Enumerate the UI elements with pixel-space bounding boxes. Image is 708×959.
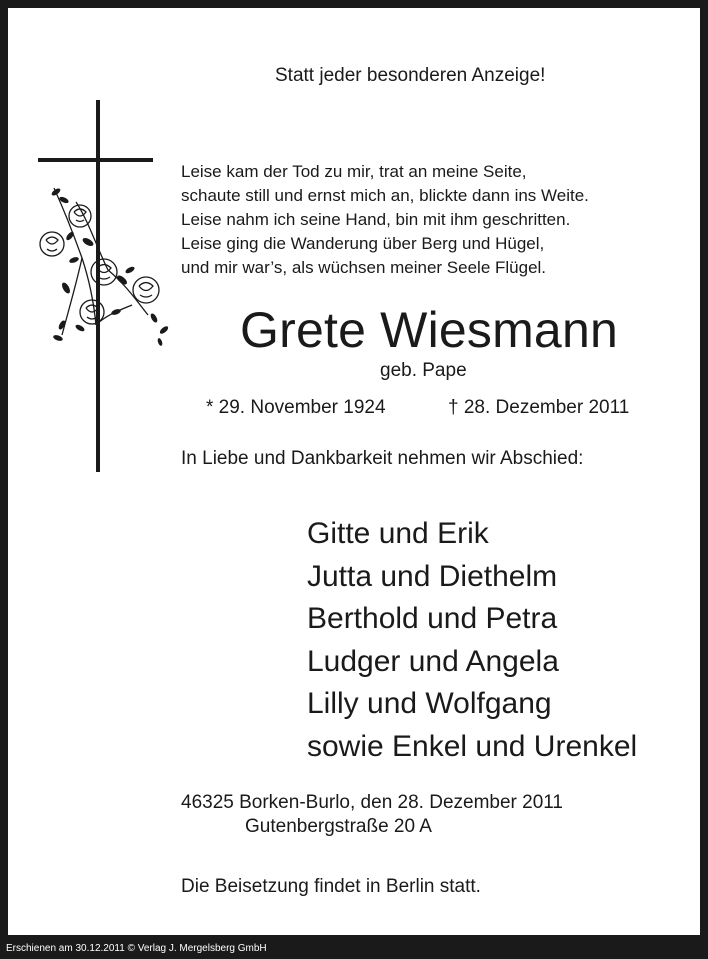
deceased-name-row [8,301,700,359]
mourners-list [307,513,637,768]
poem-line: Leise nahm ich seine Hand, bin mit ihm geschritten. [181,210,571,229]
publication-footer: Erschienen am 30.12.2011 © Verlag J. Mergelsberg GmbH [6,943,267,954]
list-item: sowie Enkel und Urenkel [307,729,638,763]
list-item: Berthold und Petra [307,602,558,635]
farewell-intro: In Liebe und Dankbarkeit nehmen wir Abschied: [181,448,584,469]
list-item: Jutta und Diethelm [307,559,558,593]
obituary-card [8,8,700,935]
list-item: Ludger und Angela [307,644,559,678]
place-and-date: 46325 Borken-Burlo, den 28. Dezember 2011 [181,792,564,813]
funeral-note: Die Beisetzung findet in Berlin statt. [181,876,481,897]
poem-line: Leise kam der Tod zu mir, trat an meine Seite, [181,162,527,181]
death-date: † 28. Dezember 2011 [448,397,630,418]
birth-date: * 29. November 1924 [206,397,386,418]
list-item: Gitte und Erik [307,517,489,550]
poem-line: schaute still und ernst mich an, blickte dann ins Weite. [181,186,589,205]
poem-line: Leise ging die Wanderung über Berg und Hügel, [181,234,545,253]
list-item: Lilly und Wolfgang [307,687,552,720]
deceased-name: Grete Wiesmann [240,302,618,358]
cross-with-roses-icon [36,100,186,480]
poem-line: und mir war’s, als wüchsen meiner Seele Flügel. [181,258,547,277]
poem [181,160,589,280]
street-address: Gutenbergstraße 20 A [245,816,432,837]
maiden-name: geb. Pape [380,360,467,381]
headline: Statt jeder besonderen Anzeige! [275,65,546,86]
